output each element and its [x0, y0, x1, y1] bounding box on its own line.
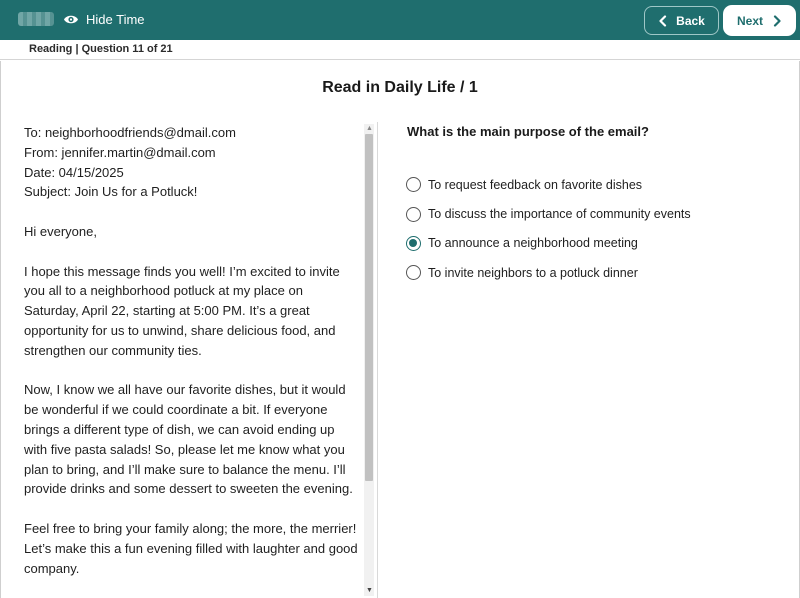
radio-button[interactable] — [406, 207, 421, 222]
email-to: To: neighborhoodfriends@dmail.com — [24, 125, 236, 140]
answer-options — [406, 170, 691, 288]
next-button[interactable] — [723, 5, 796, 36]
email-passage — [24, 123, 359, 598]
radio-button[interactable] — [406, 177, 421, 192]
answer-option-label: To announce a neighborhood meeting — [428, 236, 638, 251]
radio-button-selected[interactable] — [406, 236, 421, 251]
timer-display — [18, 12, 54, 26]
scrollbar-thumb[interactable] — [365, 134, 373, 481]
scroll-down-arrow-icon[interactable]: ▼ — [366, 587, 373, 594]
answer-option-2[interactable] — [406, 199, 691, 228]
question-text: What is the main purpose of the email? — [407, 124, 649, 139]
email-paragraph: Now, I know we all have our favorite dishes, but it would be wonderful if we could coordinate a bit. If everyone brings a different type of dish, we can avoid ending up with five pasta salads! So, please let me know what you plan to bring, and I’ll make sure to balance the menu. I’ll provide drinks and some dessert to sweeten the evening. — [24, 382, 353, 497]
radio-button[interactable] — [406, 265, 421, 280]
pane-divider — [377, 122, 378, 598]
email-paragraph: I hope this message finds you well! I’m excited to invite you all to a neighborhood potluck at my place on Saturday, April 22, starting at 5:00 PM. It’s a great opportunity for us to unwind, share delicious food, and strengthen our community ties. — [24, 263, 340, 358]
breadcrumb: Reading | Question 11 of 21 — [29, 43, 173, 55]
sub-header — [0, 40, 800, 60]
eye-icon[interactable] — [63, 13, 79, 26]
scroll-up-arrow-icon[interactable]: ▲ — [366, 125, 373, 132]
chevron-right-icon — [772, 15, 782, 27]
back-button[interactable] — [644, 6, 719, 35]
email-paragraph: Feel free to bring your family along; the more, the merrier! Let’s make this a fun evening filled with laughter and good company. — [24, 520, 358, 576]
hide-time-toggle[interactable]: Hide Time — [86, 12, 145, 27]
page-title: Read in Daily Life / 1 — [322, 79, 478, 96]
answer-option-label: To request feedback on favorite dishes — [428, 177, 643, 192]
email-header — [24, 123, 359, 202]
email-date: Date: 04/15/2025 — [24, 164, 124, 180]
back-button-label: Back — [676, 13, 705, 28]
answer-option-4[interactable] — [406, 258, 691, 287]
chevron-left-icon — [658, 15, 668, 27]
answer-option-label: To invite neighbors to a potluck dinner — [428, 265, 638, 280]
email-greeting: Hi everyone, — [24, 223, 97, 239]
email-subject: Subject: Join Us for a Potluck! — [24, 184, 198, 200]
email-from: From: jennifer.martin@dmail.com — [24, 144, 216, 160]
answer-option-1[interactable] — [406, 170, 691, 199]
top-bar — [0, 0, 800, 40]
next-button-label: Next — [736, 13, 763, 28]
answer-option-label: To discuss the importance of community events — [428, 207, 691, 222]
answer-option-3[interactable] — [406, 229, 691, 258]
